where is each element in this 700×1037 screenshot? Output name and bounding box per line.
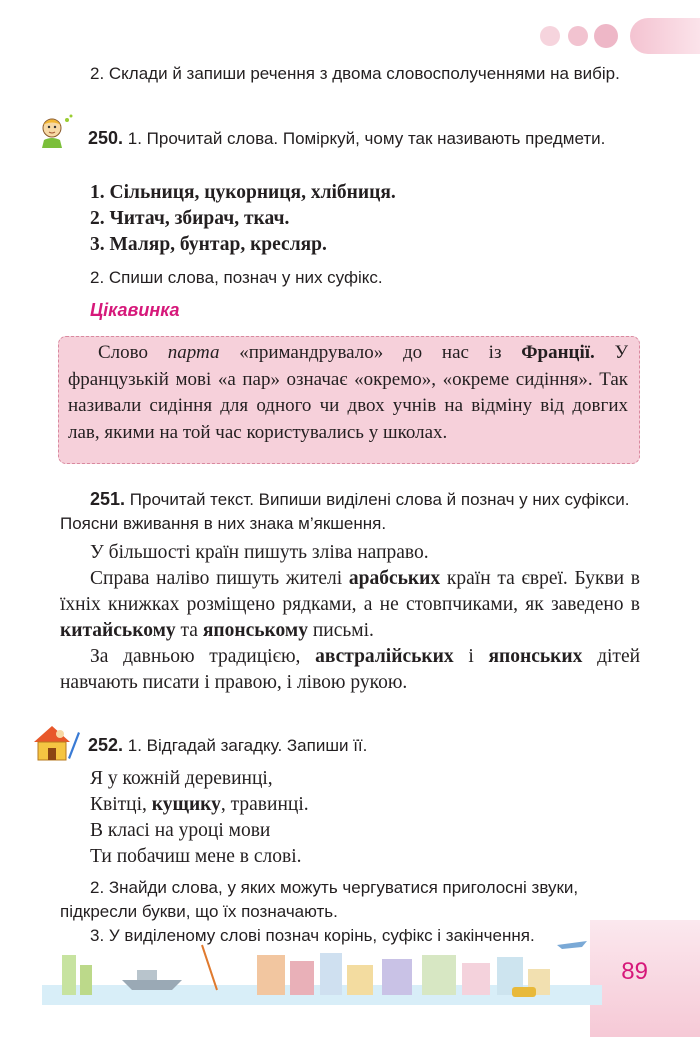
bold-word: японських <box>488 646 583 667</box>
instruction-text: 2. Спиши слова, познач у них суфікс. <box>90 268 383 287</box>
city-skyline-illustration <box>42 925 602 1005</box>
list-item: 3. Маляр, бунтар, кресляр. <box>90 234 327 255</box>
bold-word: кущику <box>151 794 221 815</box>
task-252-instruction <box>60 733 640 758</box>
text-span: . Букви в їхніх книжках розміщено рядками, а не стовпчиками, як заведено в <box>60 568 641 615</box>
list-item: 2. Читач, збирач, ткач. <box>90 208 290 229</box>
instruction-text: 1. Відгадай загадку. Запиши її. <box>127 736 368 755</box>
text-span: країн та євреї <box>446 568 563 589</box>
curio-title: Цікавинка <box>90 300 180 320</box>
riddle-line <box>90 792 630 818</box>
decor-dot <box>540 26 560 46</box>
decor-bar <box>630 18 700 54</box>
task-250-instruction-2 <box>90 266 670 290</box>
paragraph: У більшості країн пишуть зліва направо. <box>90 542 429 563</box>
task-intro <box>60 62 640 86</box>
text-span: За давньою традицією, <box>90 646 301 667</box>
list-item: 1. Сільниця, цукорниця, хлібниця. <box>90 182 396 203</box>
italic-word: парта <box>167 342 220 363</box>
bold-word: арабських <box>348 568 441 589</box>
paragraph <box>60 566 640 644</box>
task-251-instruction <box>60 487 640 536</box>
paragraph <box>60 644 640 696</box>
task-number: 252. <box>88 735 124 755</box>
riddle-line: Я у кожній деревинці, <box>90 768 273 789</box>
text-span: «примандрувало» до нас із <box>239 342 502 363</box>
task-250-instruction <box>60 126 640 151</box>
bold-word: Франції. <box>521 342 595 363</box>
instruction-text: 3. У виділеному слові познач корінь, суфікс і закінчення. <box>90 926 535 945</box>
text-span: Квітці, <box>90 794 147 815</box>
text-span: і <box>468 646 474 667</box>
header-decoration <box>540 18 700 58</box>
instruction-text: Прочитай текст. Випиши виділені слова й познач у них суфікси. Поясни вживання в них знака м’якшення. <box>60 490 630 533</box>
decor-dot <box>594 24 618 48</box>
instruction-text: 2. Знайди слова, у яких можуть чергуватися приголосні звуки, підкресли букви, що їх позначають. <box>60 878 579 921</box>
text-span: письмі. <box>312 620 374 641</box>
text-span: Справа наліво пишуть жителі <box>90 568 343 589</box>
decor-dot <box>568 26 588 46</box>
text-span: та <box>180 620 198 641</box>
word-list <box>90 180 630 258</box>
instruction-text: 1. Прочитай слова. Поміркуй, чому так називають предмети. <box>127 129 606 148</box>
task-intro-text: 2. Склади й запиши речення з двома словосполученнями на вибір. <box>90 64 620 83</box>
riddle <box>90 766 630 870</box>
page-number: 89 <box>621 958 648 985</box>
task-number: 251. <box>90 489 126 509</box>
riddle-line: В класі на уроці мови <box>90 820 271 841</box>
curio-text <box>68 340 628 446</box>
text-span: У французькій мові «а пар» означає «окремо», «окреме сидіння» <box>68 342 629 390</box>
text-span: . Так називали сидіння для одного чи двох учнів на відміну від довгих лав, якими на той час користувались у школах. <box>68 368 629 443</box>
task-number: 250. <box>88 128 124 148</box>
riddle-line: Ти побачиш мене в слові. <box>90 846 302 867</box>
bold-word: австралійських <box>315 646 454 667</box>
text-span: дітей навчають писати і правою, і лівою рукою. <box>60 646 641 693</box>
task-251-text <box>60 540 640 696</box>
text-span: Слово <box>98 342 148 363</box>
text-span: , травинці. <box>220 794 309 815</box>
bold-word: китайському <box>60 620 176 641</box>
bold-word: японському <box>202 620 308 641</box>
